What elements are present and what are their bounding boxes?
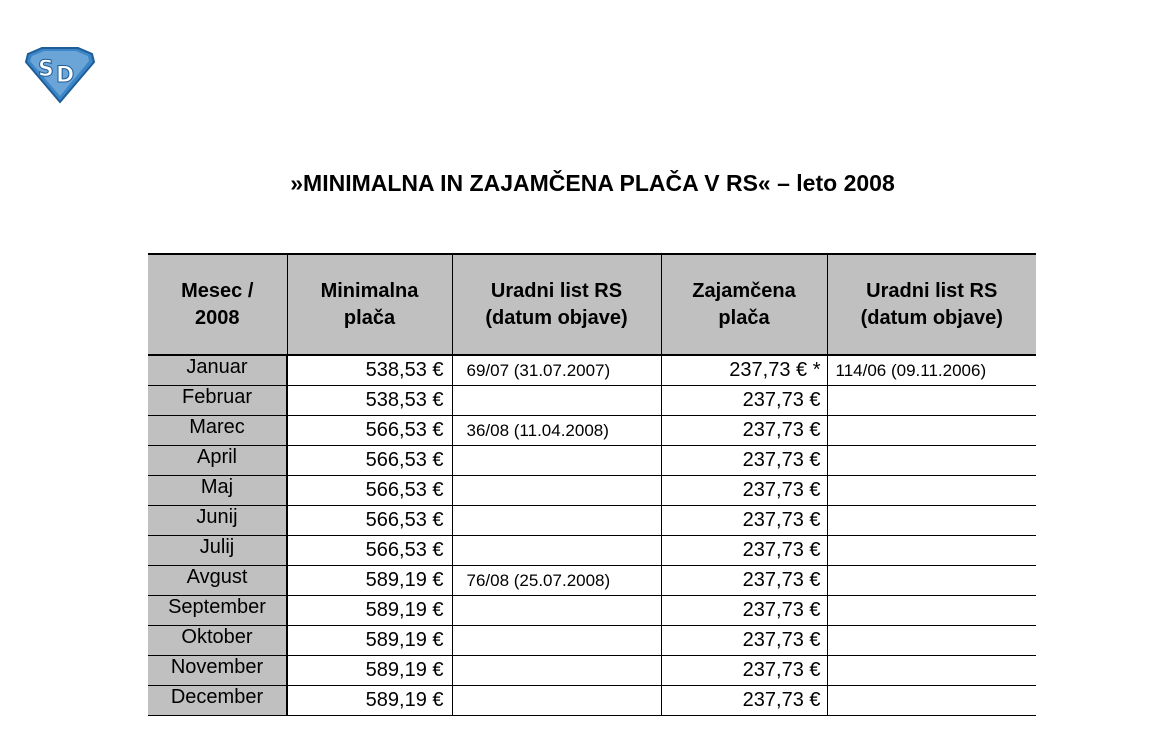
min-wage-cell: 566,53 € — [287, 506, 452, 536]
month-cell: Marec — [148, 416, 287, 446]
gazette-min-cell — [452, 686, 661, 716]
gazette-guaranteed-cell — [827, 596, 1036, 626]
header-min-wage: Minimalna plača — [287, 254, 452, 355]
min-wage-cell: 566,53 € — [287, 446, 452, 476]
min-wage-cell: 589,19 € — [287, 596, 452, 626]
gazette-guaranteed-cell — [827, 656, 1036, 686]
gazette-min-cell: 36/08 (11.04.2008) — [452, 416, 661, 446]
min-wage-cell: 566,53 € — [287, 416, 452, 446]
table-row — [148, 686, 1036, 716]
guaranteed-wage-cell: 237,73 € * — [661, 355, 827, 386]
gazette-guaranteed-cell — [827, 416, 1036, 446]
table-row — [148, 386, 1036, 416]
table-row — [148, 476, 1036, 506]
page-title: »MINIMALNA IN ZAJAMČENA PLAČA V RS« – leto 2008 — [290, 170, 895, 196]
min-wage-cell: 589,19 € — [287, 566, 452, 596]
gazette-guaranteed-cell — [827, 476, 1036, 506]
month-cell: December — [148, 686, 287, 716]
header-month: Mesec / 2008 — [148, 254, 287, 355]
gazette-min-cell — [452, 506, 661, 536]
min-wage-cell: 566,53 € — [287, 476, 452, 506]
table-row — [148, 626, 1036, 656]
header-gazette-min: Uradni list RS (datum objave) — [452, 254, 661, 355]
gazette-min-cell: 69/07 (31.07.2007) — [452, 355, 661, 386]
guaranteed-wage-cell: 237,73 € — [661, 476, 827, 506]
table-row — [148, 596, 1036, 626]
gazette-min-cell — [452, 626, 661, 656]
month-cell: Januar — [148, 355, 287, 386]
min-wage-cell: 589,19 € — [287, 656, 452, 686]
gazette-min-cell — [452, 476, 661, 506]
gazette-guaranteed-cell — [827, 506, 1036, 536]
wage-table — [148, 253, 1036, 716]
svg-text:S: S — [38, 57, 54, 82]
month-cell: April — [148, 446, 287, 476]
gazette-min-cell — [452, 596, 661, 626]
guaranteed-wage-cell: 237,73 € — [661, 506, 827, 536]
guaranteed-wage-cell: 237,73 € — [661, 566, 827, 596]
gazette-guaranteed-cell — [827, 566, 1036, 596]
min-wage-cell: 589,19 € — [287, 686, 452, 716]
month-cell: September — [148, 596, 287, 626]
table-row — [148, 416, 1036, 446]
table-row — [148, 536, 1036, 566]
month-cell: Februar — [148, 386, 287, 416]
min-wage-cell: 589,19 € — [287, 626, 452, 656]
month-cell: November — [148, 656, 287, 686]
month-cell: Avgust — [148, 566, 287, 596]
guaranteed-wage-cell: 237,73 € — [661, 656, 827, 686]
gazette-min-cell — [452, 536, 661, 566]
gazette-guaranteed-cell — [827, 386, 1036, 416]
guaranteed-wage-cell: 237,73 € — [661, 446, 827, 476]
header-gazette-guaranteed: Uradni list RS (datum objave) — [827, 254, 1036, 355]
header-guaranteed-wage: Zajamčena plača — [661, 254, 827, 355]
guaranteed-wage-cell: 237,73 € — [661, 386, 827, 416]
min-wage-cell: 538,53 € — [287, 355, 452, 386]
sd-shield-logo-icon — [22, 46, 96, 104]
guaranteed-wage-cell: 237,73 € — [661, 686, 827, 716]
gazette-guaranteed-cell — [827, 446, 1036, 476]
table-row — [148, 355, 1036, 386]
gazette-min-cell — [452, 656, 661, 686]
min-wage-cell: 566,53 € — [287, 536, 452, 566]
table-row — [148, 446, 1036, 476]
svg-text:D: D — [56, 63, 75, 88]
table-row — [148, 506, 1036, 536]
guaranteed-wage-cell: 237,73 € — [661, 416, 827, 446]
guaranteed-wage-cell: 237,73 € — [661, 536, 827, 566]
guaranteed-wage-cell: 237,73 € — [661, 626, 827, 656]
month-cell: Julij — [148, 536, 287, 566]
gazette-guaranteed-cell: 114/06 (09.11.2006) — [827, 355, 1036, 386]
gazette-guaranteed-cell — [827, 686, 1036, 716]
table-row — [148, 656, 1036, 686]
table-row — [148, 566, 1036, 596]
month-cell: Junij — [148, 506, 287, 536]
gazette-guaranteed-cell — [827, 536, 1036, 566]
min-wage-cell: 538,53 € — [287, 386, 452, 416]
month-cell: Oktober — [148, 626, 287, 656]
table-header-row — [148, 254, 1036, 355]
guaranteed-wage-cell: 237,73 € — [661, 596, 827, 626]
gazette-min-cell — [452, 386, 661, 416]
month-cell: Maj — [148, 476, 287, 506]
gazette-guaranteed-cell — [827, 626, 1036, 656]
gazette-min-cell: 76/08 (25.07.2008) — [452, 566, 661, 596]
gazette-min-cell — [452, 446, 661, 476]
